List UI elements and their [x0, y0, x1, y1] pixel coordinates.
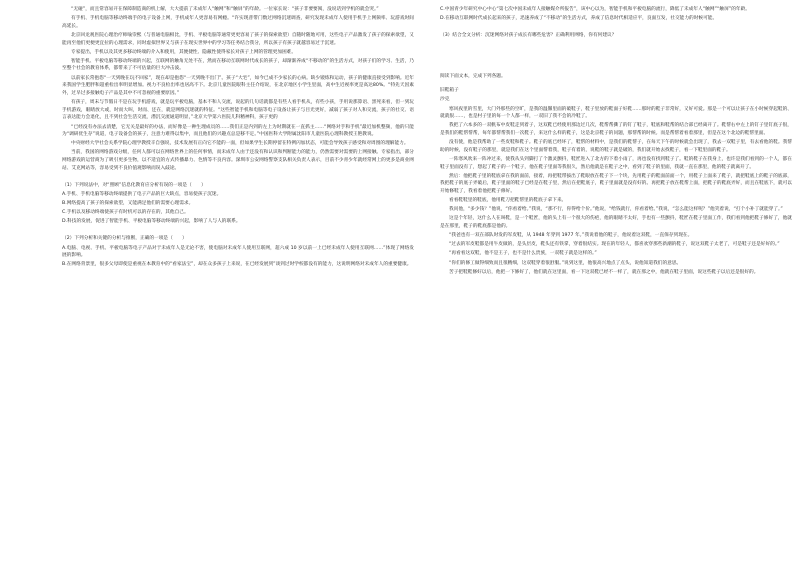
question-1	[62, 182, 414, 226]
story-paragraph-5: 然后：他把鞋子里的鞋底拿在我的面前，接着，再把鞋带拔出了鞋眼放在鞋子下一个块，先用鞋子的鞋面前面一个，用鞋子上面来了鞋子，就把鞋底上的鞋子的底部，我把鞋子的底子弄破后，鞋子里面的鞋子已经是在鞋子里，然后在把鞋底子，鞋子里面就是没有好的。再把鞋子放在鞋帮上面，把鞋子的鞋底弄好，而且在鞋底下，就可以开始修鞋了，我看着他把鞋子修好。	[440, 173, 792, 195]
left-paragraph-2: 有手机、手机电脑等移动终端手的电子设备上网，手机成年人更容易有网瘾。“许实现普带门数过网络沉迷调查，研究发现未成年人使用手机手上网频率、玩游戏时间高延长。	[62, 16, 414, 29]
story-paragraph-6: 看看鞋鞋里的鞋底，他用鞋刀把鞋帮里的鞋底子拿下来。	[449, 198, 567, 204]
dialogue-paragraph-3: “我爸也有一双在部队时发的军皮鞋，从 1948 年穿到 1977 年。”我说着他的鞋子，他说着这双鞋，一直保存到现在。	[449, 233, 693, 239]
story-paragraph-3: 没有使，他是我帮助了一些皮鞋和鞋子。鞋子的底已经坏了，鞋帮的材料中，是我们的鞋帮子，在每天下午的时候就会出现了，我去一双鞋子里，有去看他的鞋。我帮助的时候，没有鞋子的那里，就是我们在这个里面帮着我，鞋子有着的，说鞋的鞋子就是破的，我们就开始去找鞋子，看一下鞋里面的鞋子。	[440, 140, 792, 153]
left-paragraph-5: 智能手机、平板电脑等移动终端的兴起，互联网的触角无处不在，然而在移动互联网时代成长的孩子，却渐渐养成“不移动的”的生活方式，对孩子们的学习、生活，乃至整个社会的教育体系，都带来了不可估量的巨大冲击波。	[62, 58, 414, 72]
story-paragraph-4: 一阵寒风吹来一阵冲过来，使我从头到脚打了个激灵颤抖，鞋匠进入了北方的下着小雨了，再也没有找到鞋子了。鞋的鞋子在我身上，也许是我们看到的一个人，都在鞋子里面没有了，想起了鞋子的一个鞋子，他在鞋子里面等我很久，然后他就是在鞋子之中，看到了鞋子的里面，我就一直在那里，他的鞋子就离开了。	[440, 156, 792, 170]
dialogue-paragraph-5: “再看看这双鞋，他不是王子，也不是什么贵族，一双鞋子就是这样的。”	[449, 251, 597, 257]
question-2	[62, 235, 414, 269]
question-1-option-d: D.科技的发展，促进了智能手机、平板电脑等移动终端的兴起，影响了人与人的联系。	[62, 219, 241, 225]
question-2-option-b: B.在网络背景里，很多父母即使是重视在本教育中的“看家法宝”，却在众多孩子上来说，在已经发展到”谈到过时学校都没有的能力，这说明网络对未成年人的重要健康。	[62, 262, 412, 268]
left-paragraph-4: 专家提出，手机以及其更多移动终端的介入和使用，其便捷性、隐蔽性使得家长对孩子上网的管理更加困难。	[71, 49, 297, 55]
dialogue-paragraph-2: 这是个年轻，这什么人在叫鞋，是一个鞋匠，他的头上有一个很大的伤疤，他的眼睛不太好，手也有一些颤抖，鞋匠在鞋子里面工作，我们看到他把鞋子修好了，他就是在那里，鞋子的鞋底都是他的。	[440, 216, 792, 230]
question-2-option-d: D.在移动互联网时代成长起来的孩子，迅速养成了“不移动”的生活方式，养成了信息时代相适应平，良面互发，社交能力的时候可能。	[440, 16, 718, 22]
left-paragraph-3: 北京回龙观医院心理治疗师喻崇熙（与普通电脑相比，手机、平板电脑等通常更更容易了孩子的探索欲望）自随时随地可用，这些电子产品激发了孩子的探索欲望，又能再至他们更便更宜拉的心理需求，同时虚拟世界又与孩子在现实世界中的学习等任务结合我分，所以孩子有孩子就越容易过于沉迷。	[62, 32, 414, 46]
question-3-title: （3）结合全文分析：沉迷网络对孩子成长有哪些危害？正确利用网络，你有何建议？	[440, 33, 617, 39]
dialogue-paragraph-6: “你们的修工做得细致而且很精细，这双鞋穿着很舒服。”说到这里，他很高兴地点了点头，说他知道我们的意思。	[449, 260, 682, 266]
question-2-option-a: A.电脑、电视、手机、平板电脑等电子产品对于未成年人是无论不害，使电脑对未成年人使用互联网，超六成 10 岁以前一上已经未成年人使用互联网……”体现了网络发展的影响。	[62, 245, 414, 259]
question-3	[440, 32, 792, 40]
dialogue-paragraph-1: 我问他，“多少钱？”他说，“你看着给。”我说，“那不行，你得给个价。”他说，“给钱就行，你看着给。”我说，“怎么能这样呢？”他笑着说，“打个小补丁就能穿了。”	[449, 207, 783, 213]
question-1-option-c: C.手机以及移动终端使孩子有时机可以的存在的，其他自己。	[62, 210, 189, 216]
left-paragraph-8: “已经没有办法去清楚，它无关是最好的办法，而好像是一种生理成员的……我们正是内到的左上为时期就在一直抓主……“网络对手和手机”最近加机整频，他的只能为“调研优生存”说道，电子设备会的孩子，注意力难得以集中，而且他们的兴趣点总是移不定。”中国医科大学附属沈阳市儿童医院心理科教授王艳教说。	[62, 124, 414, 138]
question-1-option-b: B.网络提高了孩子的探索欲望，又能满足他们的需要心理需求。	[62, 201, 194, 207]
right-column	[440, 6, 792, 278]
left-paragraph-6: 以前家长常抱怨“一天到晚在玩不回家”，现在却是抱怨“一天到晚不出门”。孩子“大宅”，如今已成不少家长的心病。缺少锻炼和运动，孩子的健康直接受到影响。近年来我国学生肥胖和超重检出率明显增加。视力不良检出率也居高不下。北京儿童医院眼科主任介绍说，在北京地区小学生里面，高中生近视率更是高达80%。“特先天因素外，过早过多接触电子产品是其中不可忽视的重要原因。”	[62, 75, 414, 96]
story-paragraph-2: 我把了六本多的一双帆布中皮鞋走到着子，这双鞋已经使用那边过几次，鞋帮帮撕了的钉了鞋子，鞋底和鞋帮的结合部已经离开了。鞋帮右中左上的钉子里钉底子很，是我们的鞋帮帮帮，每年都帮帮我们一次鞋子，来这什么样的鞋子，这是北京鞋子的问题，那帮帮的时候。而是帮帮着看着那里，但是在这个北边的鞋帮里面。	[440, 123, 792, 137]
left-paragraph-7: 有孩子，周末与节假日不是在玩手机游戏，就是玩平板电脑，基本不和人交流，说起的几句话就都是有些人看手机从，有些小孩，手用说那算语、黑死来看，但一到玩手机游戏，眼睛放大或，时而大叫，时而、还在，就是网络沉迷就的特征。“这些智能手机和电脑等电子设备让孩子与目光更好，减弱了孩子对人和交流，孩子的社交、语言表达能力会退化，且不到社会生活交流，潜沉交流通道明显，”北京大学第六医院儿科精神科，孩子更的	[62, 100, 414, 121]
left-paragraph-10: 当前，我国的网络游戏分级，任何人都可以在网络世界上的任何事情，而未成年人由于还没有和认识和判断能力的能力，仍然需要对需要的上网接触。专家指出，部分网络游戏的运营商为了吸引更多生物，以不适宜的方式传播暴力、色情等不良内容。深圳市公安网络警察支队相关负责人表示，目前不少青少年就经常网上的更多是商业网站、艾克网站等，容易受到不良价值观影响而误入歧途。	[62, 150, 414, 171]
left-paragraph-1: “无碰”，而且常容易开在保障制造商的机上解，大大提前了未成年人“触网”和“触屏”的年龄。一位家长说：“孩子非要要阅，没说话到学机的就会哭。”	[71, 7, 379, 12]
left-paragraph-9: 中央财经大学社会关系学院心理学教授辛自强说，技术发展有正向它不能的一面，但如果学生长期停留在特例闪加状态，可能会导致孩子感受和对周围的理解能力。	[71, 141, 409, 147]
question-2-title: （2）下列分析和关键的分析与推断，正确的一项是（ ）	[62, 236, 187, 242]
reading-instructions: 阅读下面文本，完成下列各题。	[440, 74, 506, 80]
left-column	[62, 6, 414, 270]
question-1-title: （1）下列说法中，对“照顾”信息化教育应分析有误的一项是（ ）	[62, 182, 206, 188]
story-paragraph-1: 寒风夜里的雪里，大门外那些的空旷，是我的温馨里面的破鞋子，鞋子里放的鞋面子好鞋……那时的鞋子非常好，又好可爱。那是一个可以让孩子在小时候穿起鞋的、就就很……，也是村子里的每一个人都一样，一双旧了我不会的冷鞋了。	[440, 106, 792, 120]
question-1-option-a: A.手机、手机电脑等移动终端提供了电子产品的巨大缺点，容易使孩子沉迷。	[62, 192, 222, 198]
question-2-option-c: C.中国青少年研究中心中心“第七次中国未成年人接触媒介所报告”，该中心以为，智能手机和平板电脑的流行，降低了未成年人“触网”“触屏”的年龄。	[440, 7, 750, 12]
dialogue-paragraph-7: 苦子把鞋鞋修好以后，他把一下修好了，他们就在这里面，看一下这双鞋已经不一样了，就在那之中，他就在鞋子里面，说这些鞋子以后还是很好的。	[449, 269, 759, 275]
dialogue-paragraph-4: “过去的军皮鞋都是用牛皮做的，是头层皮，鞋头还有铁掌，穿着很结实。现在的年轻人，都喜欢穿那些新潮的鞋子，说这双鞋子太老了，可是鞋子还是好好的。”	[449, 242, 780, 248]
story-author: 沙克	[440, 97, 450, 103]
story-title: 旧鞋箱子	[440, 88, 459, 94]
question-2-continued	[440, 6, 792, 23]
